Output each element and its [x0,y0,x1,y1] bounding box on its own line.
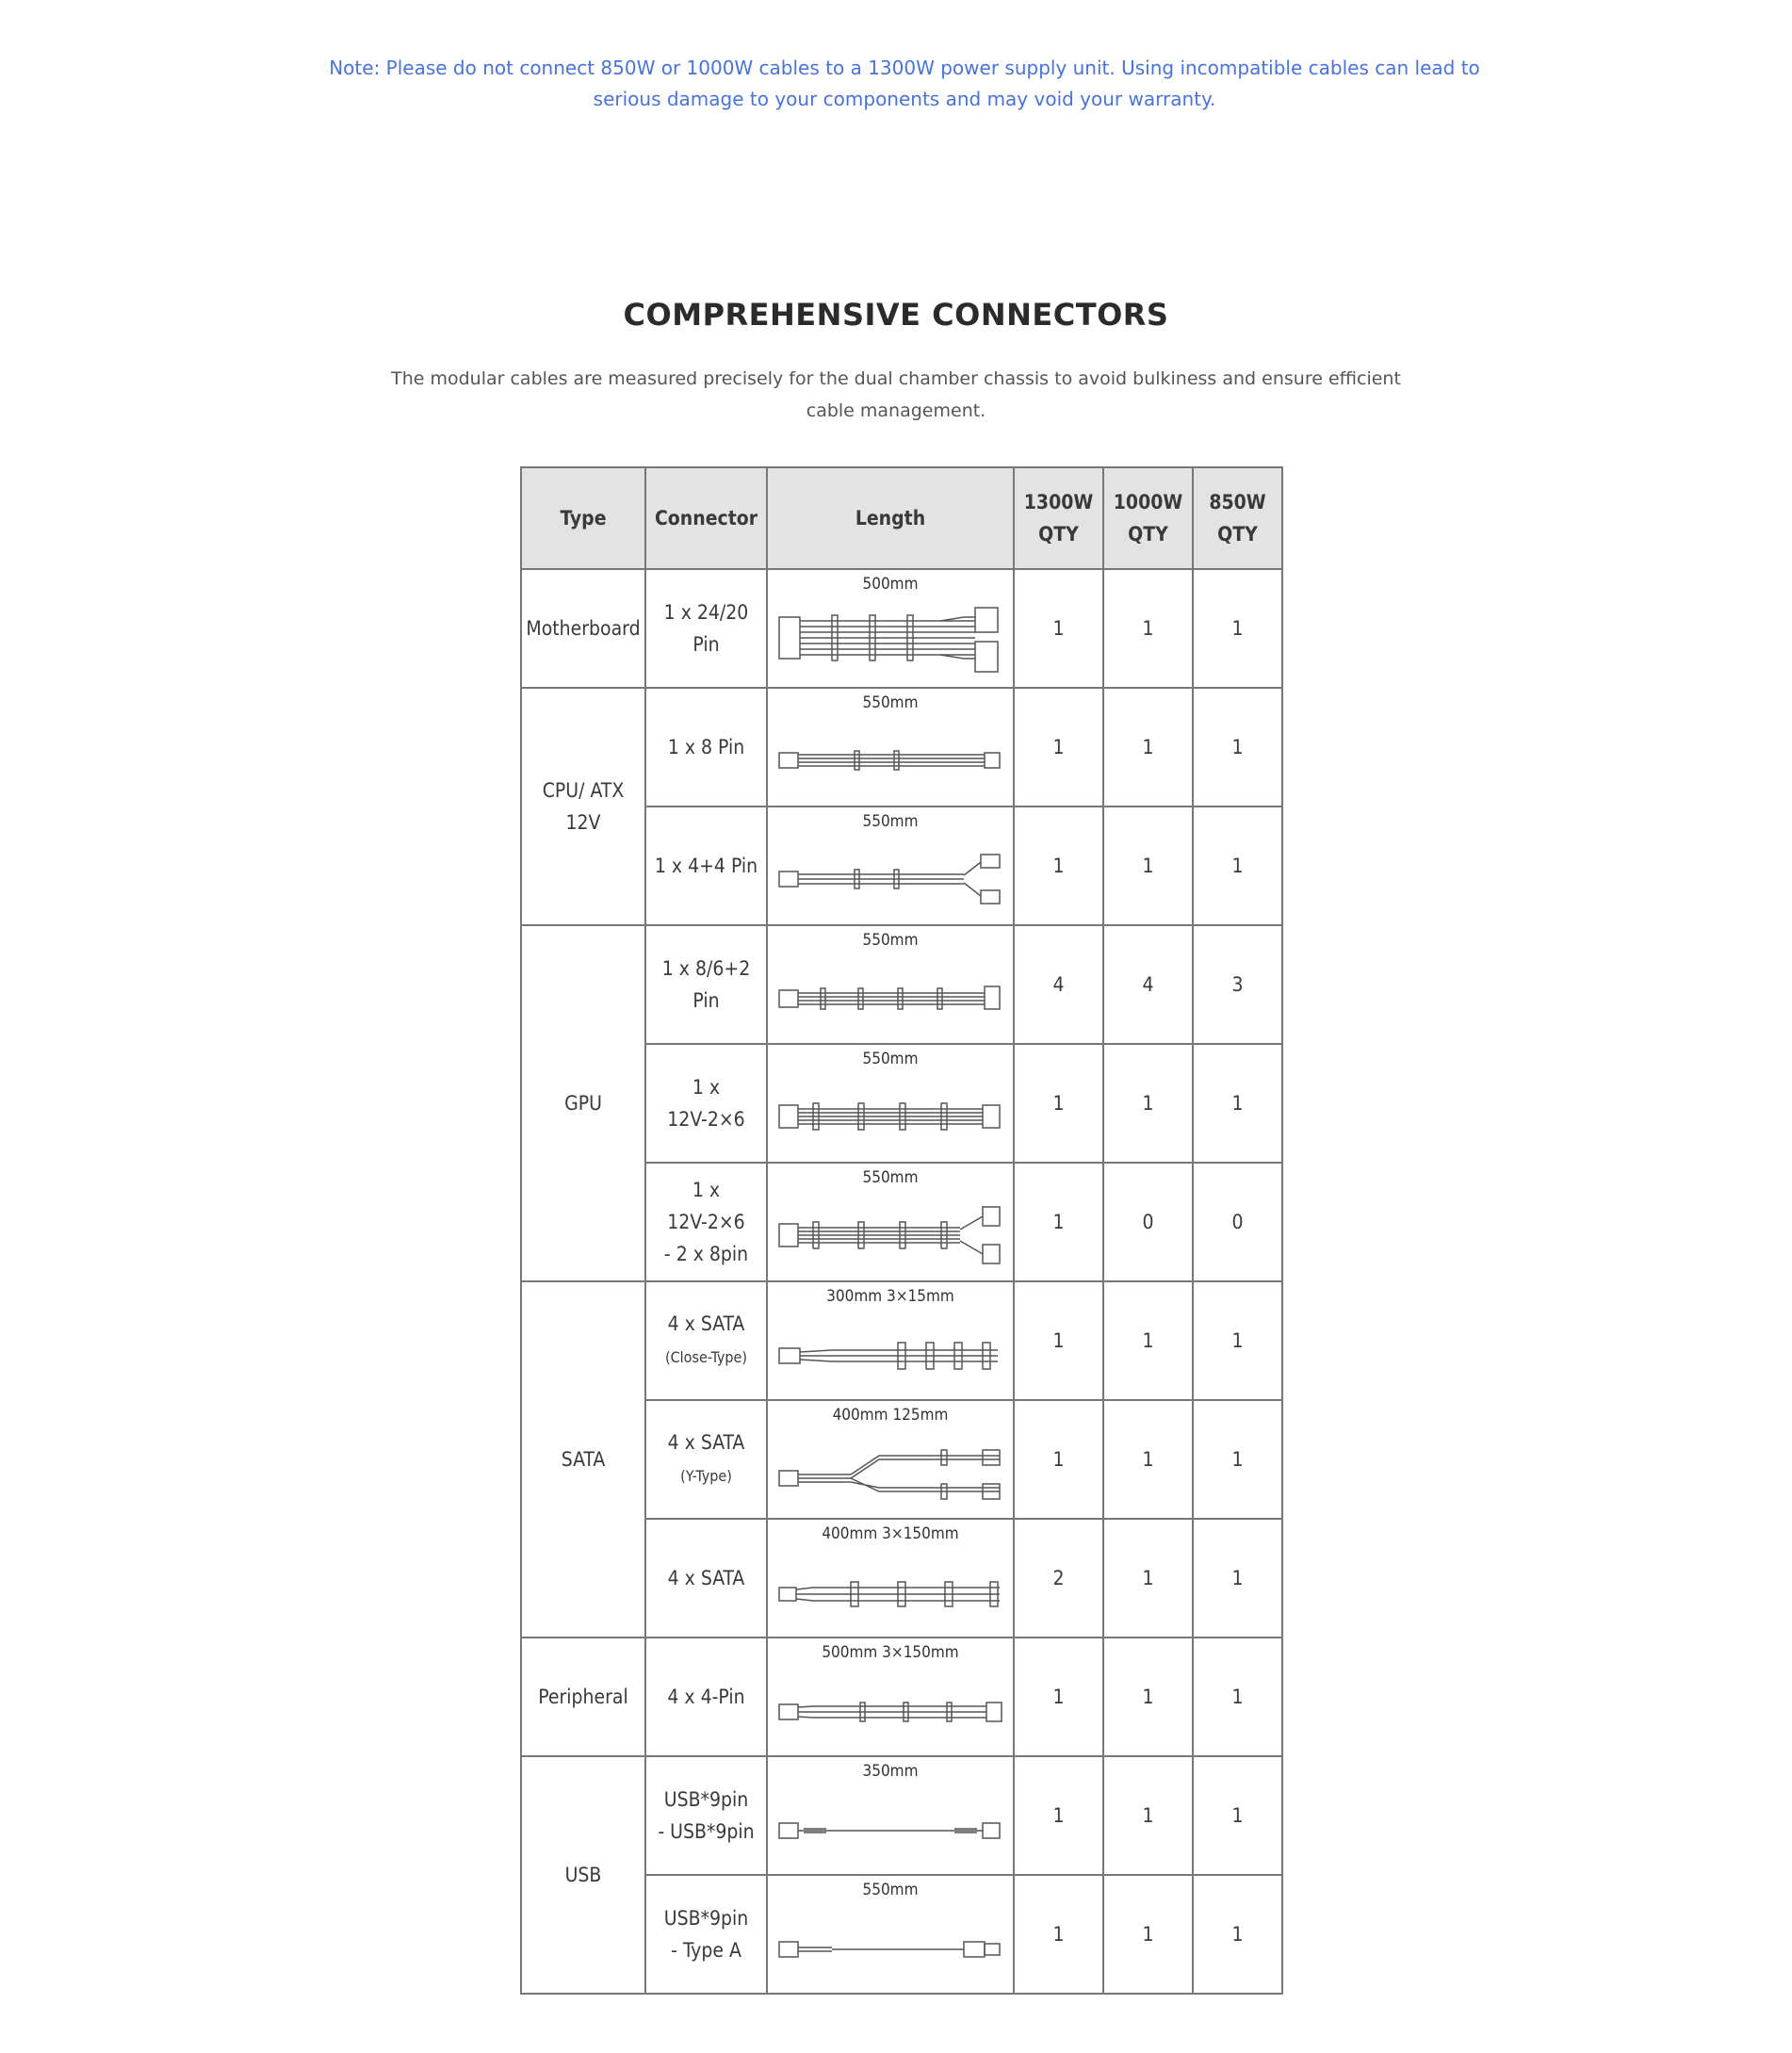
header-850w-qty-label: QTY [1217,523,1258,546]
length-label: 550mm [862,931,919,950]
header-850w-label: 850W [1209,491,1266,513]
table-row [521,1281,1282,1400]
connector-cell [645,1281,767,1400]
cable-4pin-peripheral-icon [775,1672,1005,1744]
length-label: 550mm [862,1050,919,1068]
header-connector: Connector [645,467,767,569]
length-cell [767,1163,1014,1281]
qty-1300w: 1 [1014,1163,1103,1281]
length-label: 500mm 3×150mm [822,1643,959,1662]
type-motherboard: Motherboard [521,569,645,688]
qty-1000w: 1 [1103,1638,1193,1756]
header-1300w-qty-label: QTY [1038,523,1079,546]
table-row [521,925,1282,1044]
connector-cell [645,1756,767,1875]
length-cell [767,1044,1014,1163]
length-label: 550mm [862,693,919,712]
length-label: 550mm [862,1881,919,1899]
connector-cell: 1 x 4+4 Pin [645,807,767,925]
qty-1300w: 1 [1014,688,1103,807]
table-row [521,688,1282,807]
length-cell [767,807,1014,925]
type-cpu-line: CPU/ ATX [542,779,625,802]
cable-usb-type-a-icon [775,1910,1005,1981]
qty-850w: 1 [1193,1756,1282,1875]
header-1000w-label: 1000W [1113,491,1183,513]
length-cell [767,1638,1014,1756]
qty-1300w: 1 [1014,807,1103,925]
connector-line: - 2 x 8pin [663,1243,749,1265]
table-header-row [521,467,1282,569]
length-cell [767,1875,1014,1994]
cable-12v-2x6-icon [775,1079,1005,1150]
header-850w-qty [1193,467,1282,569]
length-label: 550mm [862,812,919,831]
connector-cell [645,1875,767,1994]
qty-850w: 1 [1193,569,1282,688]
qty-1300w: 1 [1014,1400,1103,1519]
length-label: 550mm [862,1168,919,1187]
qty-1000w: 1 [1103,807,1193,925]
header-1300w-label: 1300W [1023,491,1094,513]
type-usb: USB [521,1756,645,1994]
cable-gpu-8pin-icon [775,960,1005,1032]
qty-1000w: 0 [1103,1163,1193,1281]
qty-850w: 1 [1193,1875,1282,1994]
connector-subtype: (Close-Type) [665,1348,747,1366]
qty-850w: 1 [1193,1044,1282,1163]
section-description: The modular cables are measured precisely for the dual chamber chassis to avoid bulkiness and ensure efficient cable management. [391,368,1401,421]
length-cell [767,1400,1014,1519]
cable-usb-9pin-icon [775,1791,1005,1863]
connector-line: 12V-2×6 [667,1211,745,1233]
cable-sata-y-icon [775,1435,1005,1507]
connector-line: - Type A [671,1939,741,1962]
qty-1000w: 1 [1103,1044,1193,1163]
type-cpu [521,688,645,925]
cable-sata-icon [775,1554,1005,1625]
header-1300w-qty [1014,467,1103,569]
connector-line: 12V-2×6 [667,1108,745,1131]
qty-1000w: 1 [1103,1875,1193,1994]
type-cpu-line: 12V [565,811,601,834]
qty-850w: 1 [1193,1281,1282,1400]
connector-line: Pin [692,633,720,656]
length-cell [767,1519,1014,1638]
connector-table [520,466,1283,1995]
connector-line: - USB*9pin [658,1820,755,1843]
section-title: COMPREHENSIVE CONNECTORS [623,297,1169,333]
compatibility-note: Note: Please do not connect 850W or 1000W cables to a 1300W power supply unit. Using incompatible cables can lead to serious damage to your components and may void your warranty. [329,57,1480,110]
length-label: 500mm [862,575,919,594]
length-cell [767,1756,1014,1875]
connector-cell: 4 x 4-Pin [645,1638,767,1756]
header-length: Length [767,467,1014,569]
header-type: Type [521,467,645,569]
qty-1000w: 1 [1103,1400,1193,1519]
table-row [521,1638,1282,1756]
qty-1000w: 1 [1103,1281,1193,1400]
connector-cell [645,1163,767,1281]
qty-1300w: 1 [1014,1756,1103,1875]
connector-line: USB*9pin [663,1907,749,1930]
connector-subtype: (Y-Type) [680,1467,732,1485]
qty-850w: 1 [1193,1638,1282,1756]
connector-cell [645,1400,767,1519]
connector-cell [645,569,767,688]
cable-12v-2x6-to-2x8pin-icon [775,1198,1005,1269]
table-row [521,1756,1282,1875]
qty-1300w: 1 [1014,1638,1103,1756]
qty-850w: 0 [1193,1163,1282,1281]
qty-1300w: 1 [1014,569,1103,688]
qty-1300w: 4 [1014,925,1103,1044]
qty-1000w: 1 [1103,569,1193,688]
qty-1300w: 1 [1014,1281,1103,1400]
qty-1000w: 1 [1103,1519,1193,1638]
length-label: 350mm [862,1762,919,1781]
qty-1000w: 1 [1103,688,1193,807]
qty-850w: 1 [1193,688,1282,807]
qty-850w: 1 [1193,1400,1282,1519]
length-cell [767,925,1014,1044]
qty-1000w: 1 [1103,1756,1193,1875]
connector-line: 1 x 24/20 [663,601,749,624]
qty-1300w: 1 [1014,1875,1103,1994]
cable-8pin-icon [775,723,1005,794]
qty-850w: 3 [1193,925,1282,1044]
connector-cell: 1 x 8 Pin [645,688,767,807]
length-cell [767,688,1014,807]
connector-cell: 4 x SATA [645,1519,767,1638]
length-label: 300mm 3×15mm [826,1287,954,1306]
cable-24pin-icon [775,604,1005,676]
length-cell [767,569,1014,688]
header-1000w-qty-label: QTY [1128,523,1168,546]
connector-line: 1 x [692,1179,721,1201]
connector-line: 4 x SATA [667,1312,745,1335]
length-cell [767,1281,1014,1400]
header-1000w-qty [1103,467,1193,569]
length-label: 400mm 3×150mm [822,1524,959,1543]
type-gpu: GPU [521,925,645,1281]
type-peripheral: Peripheral [521,1638,645,1756]
connector-line: 1 x [692,1076,721,1099]
connector-cell [645,1044,767,1163]
qty-850w: 1 [1193,1519,1282,1638]
connector-cell [645,925,767,1044]
type-sata: SATA [521,1281,645,1638]
length-label: 400mm 125mm [832,1406,949,1425]
connector-line: USB*9pin [663,1788,749,1811]
connector-line: 4 x SATA [667,1431,745,1454]
qty-1300w: 1 [1014,1044,1103,1163]
table-row [521,569,1282,688]
connector-line: 1 x 8/6+2 [661,957,751,980]
qty-1300w: 2 [1014,1519,1103,1638]
qty-850w: 1 [1193,807,1282,925]
cable-4plus4-icon [775,841,1005,913]
cable-sata-close-icon [775,1316,1005,1388]
qty-1000w: 4 [1103,925,1193,1044]
connector-line: Pin [692,989,720,1012]
